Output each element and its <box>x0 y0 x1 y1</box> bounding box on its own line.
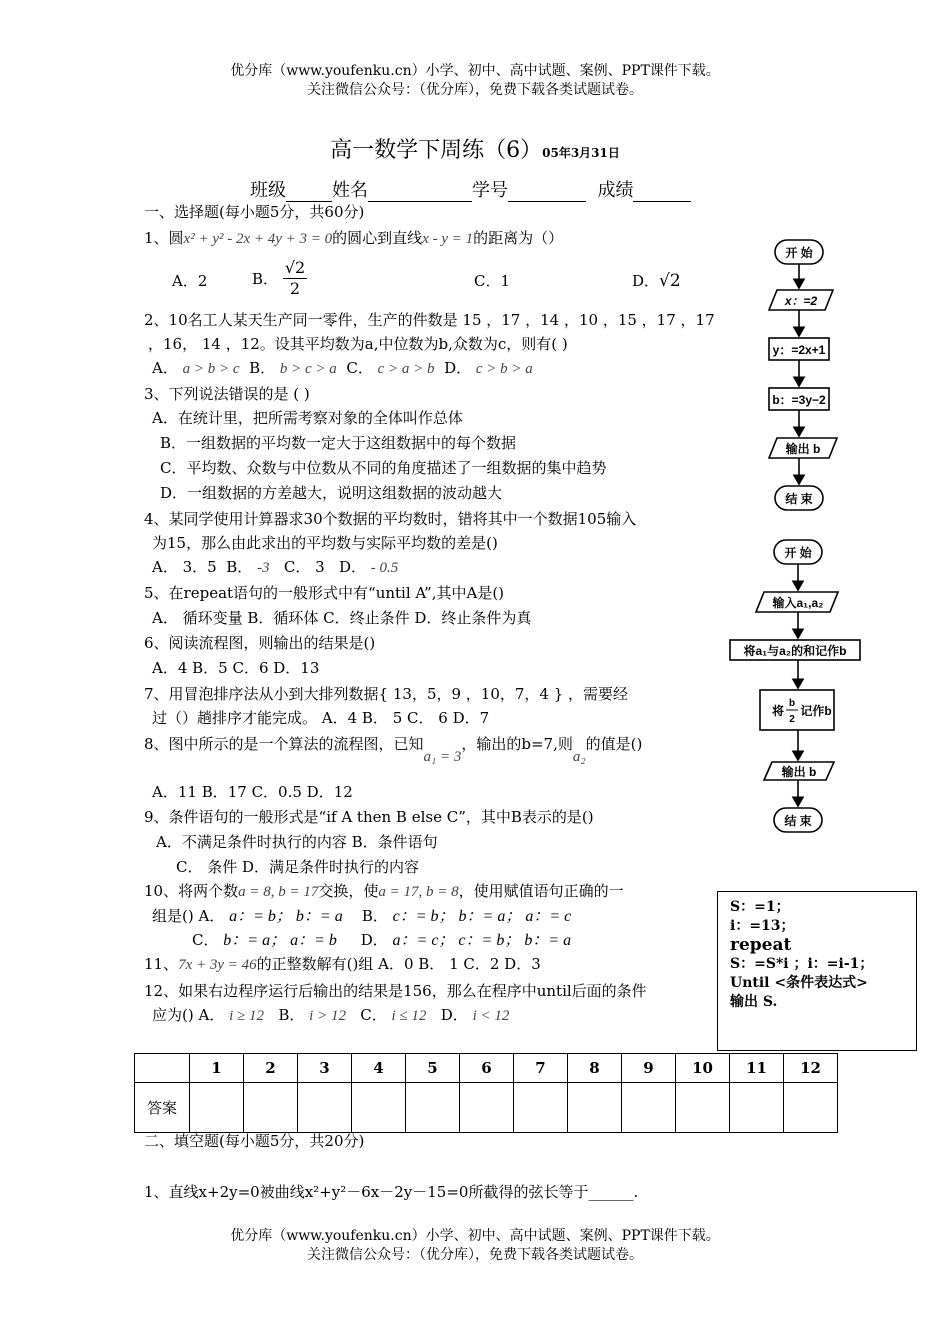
name-label: 姓名 <box>332 180 368 201</box>
flow2-end-text: 结 束 <box>784 814 812 828</box>
q2-c-val: c > a > b <box>377 361 435 377</box>
q8-a2: a₂ <box>572 749 586 765</box>
q8-stem <box>144 733 643 765</box>
q8-mid: ，输出的b=7,则 <box>461 735 573 753</box>
q10-line-2 <box>152 905 571 928</box>
q12-a: A． <box>198 1006 225 1024</box>
q4-a: A． 3．5 <box>152 558 217 576</box>
q10-c: C． <box>192 931 219 949</box>
q10-prefix: 10、将两个数 <box>144 882 239 900</box>
q2-line-1: 2、10名工人某天生产同一零件，生产的件数是 15 ，17 ，14 ，10 ，15 ，17 ，17 <box>144 311 715 329</box>
q11-prefix: 11、 <box>144 955 179 973</box>
q1-d-val: √2 <box>659 271 681 291</box>
q12-b-val: i > 12 <box>309 1008 346 1024</box>
q11-suffix: 的正整数解有()组 A．0 B． 1 C．2 D．3 <box>256 955 541 973</box>
q5-stem: 5、在repeat语句的一般形式中有“until A”,其中A是() <box>144 584 505 602</box>
q1-prefix: 1、圆 <box>144 229 184 247</box>
footer-line-1: 优分库（www.youfenku.cn）小学、初中、高中试题、案例、PPT课件下载。 <box>230 1228 720 1244</box>
answer-col-12: 12 <box>784 1054 838 1083</box>
answer-col-4: 4 <box>352 1054 406 1083</box>
q1-mid: 的圆心到直线 <box>332 229 423 247</box>
program-line-5: Until <条件表达式> <box>730 975 868 991</box>
q10-d: D． <box>360 931 388 949</box>
q3-stem: 3、下列说法错误的是 ( ) <box>144 385 310 403</box>
answer-col-1: 1 <box>190 1054 244 1083</box>
q12-d: D． <box>440 1006 468 1024</box>
q1-b-den: 2 <box>289 279 301 298</box>
q4-d: D． <box>338 558 367 576</box>
answer-cell-4[interactable] <box>352 1083 406 1133</box>
flow1-step2-text: y：=2x+1 <box>772 343 826 357</box>
answer-cell-12[interactable] <box>784 1083 838 1133</box>
q3-option-a: A．在统计里，把所需考察对象的全体叫作总体 <box>152 409 463 427</box>
flow2-step2-num: b <box>788 698 796 709</box>
flow2-output-text: 输出 b <box>781 765 817 779</box>
answer-table <box>134 1053 838 1133</box>
q10-line-3 <box>192 929 571 952</box>
answer-cell-11[interactable] <box>730 1083 784 1133</box>
flow2-step2-pre: 将 <box>771 704 785 718</box>
q2-b-val: b > c > a <box>279 361 337 377</box>
flow2-step1-text: 将a₁与a₂的和记作b <box>743 644 847 658</box>
score-blank[interactable] <box>633 184 691 202</box>
q6-stem: 6、阅读流程图，则输出的结果是() <box>144 634 376 652</box>
header-line-1: 优分库（www.youfenku.cn）小学、初中、高中试题、案例、PPT课件下载。 <box>230 63 720 79</box>
q10-b-val: c：= b； b：= a； a：= c <box>392 908 572 925</box>
q3-option-d: D．一组数据的方差越大，说明这组数据的波动越大 <box>160 484 503 502</box>
answer-col-6: 6 <box>460 1054 514 1083</box>
flow1-end-text: 结 束 <box>785 492 813 506</box>
flow1-step3-text: b：=3y−2 <box>772 393 826 407</box>
program-line-4: S：=S*i ；i：=i-1； <box>730 956 874 972</box>
answer-col-8: 8 <box>568 1054 622 1083</box>
q8-a1: a₁ = 3 <box>423 749 462 765</box>
q4-b: B． <box>226 558 253 576</box>
class-blank[interactable] <box>286 184 332 202</box>
q2-options <box>152 357 533 380</box>
class-label: 班级 <box>250 180 286 201</box>
q1-equation: x² + y² - 2x + 4y + 3 = 0 <box>183 231 333 247</box>
q1-line: x - y = 1 <box>422 231 474 247</box>
q9-stem: 9、条件语句的一般形式是“if A then B else C”，其中B表示的是() <box>144 808 594 826</box>
program-line-3: repeat <box>730 935 792 955</box>
q2-d-val: c > b > a <box>475 361 533 377</box>
flowchart-1 <box>745 232 855 522</box>
answer-table-header <box>135 1054 838 1083</box>
q4-b-val: -3 <box>257 560 270 576</box>
answer-col-3: 3 <box>298 1054 352 1083</box>
q10-a-val: a：= b； b：= a <box>229 908 343 925</box>
q8-prefix: 8、图中所示的是一个算法的流程图，已知 <box>144 735 424 753</box>
title-main: 高一数学下周练（6） <box>330 138 543 163</box>
answer-col-10: 10 <box>676 1054 730 1083</box>
answer-table-corner <box>135 1054 190 1083</box>
q12-a-val: i ≥ 12 <box>229 1008 265 1024</box>
q2-line-2: ，16， 14 ，12。设其平均数为a,中位数为b,众数为c，则有( ) <box>148 335 568 353</box>
flow1-output-text: 输出 b <box>785 442 821 456</box>
q7-line-1: 7、用冒泡排序法从小到大排列数据{ 13，5，9 ，10，7，4 } ，需要经 <box>144 685 629 703</box>
number-blank[interactable] <box>508 184 586 202</box>
question-1 <box>144 227 563 250</box>
q10-c-val: b：= a； a：= b <box>223 932 337 949</box>
q10-line2-text: 组是() <box>152 907 194 925</box>
q11-eq: 7x + 3y = 46 <box>178 957 257 973</box>
q4-options <box>152 556 398 579</box>
q1-option-a: A．2 <box>172 272 208 290</box>
q12-c: C． <box>360 1006 387 1024</box>
answer-cell-9[interactable] <box>622 1083 676 1133</box>
q2-a: A． <box>152 359 178 377</box>
header-line-2: 关注微信公众号：（优分库），免费下载各类试题试卷。 <box>307 82 643 98</box>
q12-d-val: i < 12 <box>472 1008 510 1024</box>
q9-line-3: C． 条件 D．满足条件时执行的内容 <box>176 858 420 876</box>
name-blank[interactable] <box>368 184 472 202</box>
q5-options: A． 循环变量 B．循环体 C．终止条件 D．终止条件为真 <box>152 609 532 627</box>
answer-cell-5[interactable] <box>406 1083 460 1133</box>
section-1-title: 一、选择题(每小题5分，共60分) <box>144 203 365 221</box>
q12-line2-text: 应为() <box>152 1006 194 1024</box>
q4-d-val: - 0.5 <box>370 560 399 576</box>
answer-cell-8[interactable] <box>568 1083 622 1133</box>
q8-options: A．11 B．17 C．0.5 D．12 <box>152 783 353 801</box>
program-box <box>717 891 917 1051</box>
q12-line-1: 12、如果右边程序运行后输出的结果是156，那么在程序中until后面的条件 <box>144 982 647 1000</box>
q10-vals: a = 8, b = 17 <box>238 884 319 900</box>
q4-c: C． 3 <box>283 558 325 576</box>
flow2-step2-den: 2 <box>789 714 795 725</box>
q1-b-fraction <box>283 258 307 299</box>
flow1-step1-text: x：=2 <box>784 294 818 308</box>
q6-options: A．4 B．5 C．6 D．13 <box>152 659 320 677</box>
q2-c: C． <box>346 359 373 377</box>
q10-mid: 交换，使 <box>318 882 379 900</box>
q1-b-label: B． <box>252 270 279 288</box>
number-label: 学号 <box>472 180 508 201</box>
student-info <box>250 176 691 202</box>
q1-d-label: D． <box>632 272 660 290</box>
score-label: 成绩 <box>597 180 634 201</box>
q11 <box>144 953 541 976</box>
q1-b-num: √2 <box>284 258 306 277</box>
answer-col-9: 9 <box>622 1054 676 1083</box>
answer-cell-2[interactable] <box>244 1083 298 1133</box>
answer-col-11: 11 <box>730 1054 784 1083</box>
flowchart-2 <box>720 536 870 836</box>
flow2-start-text: 开 始 <box>784 546 812 560</box>
fill-question-1: 1、直线x+2y=0被曲线x²+y²－6x－2y－15=0所截得的弦长等于______. <box>144 1183 639 1201</box>
section-2-title: 二、填空题(每小题5分，共20分) <box>144 1132 365 1150</box>
q2-a-val: a > b > c <box>182 361 240 377</box>
q3-option-b: B．一组数据的平均数一定大于这组数据中的每个数据 <box>160 434 517 452</box>
q10-a: A． <box>198 907 225 925</box>
footer-line-2: 关注微信公众号：（优分库），免费下载各类试题试卷。 <box>307 1247 643 1263</box>
answer-col-2: 2 <box>244 1054 298 1083</box>
q7-line-2: 过（）趟排序才能完成。 A．4 B． 5 C． 6 D．7 <box>152 709 490 727</box>
q10-d-val: a：= c； c：= b； b：= a <box>392 932 572 949</box>
flow2-step2-post: 记作b <box>800 704 832 718</box>
q1-option-c: C．1 <box>474 272 511 290</box>
q12-c-val: i ≤ 12 <box>391 1008 427 1024</box>
q8-suffix: 的值是() <box>585 735 643 753</box>
answer-cell-10[interactable] <box>676 1083 730 1133</box>
page-title <box>0 133 950 164</box>
q1-suffix: 的距离为（） <box>473 229 564 247</box>
answer-table-row <box>135 1083 838 1133</box>
q12-b: B． <box>278 1006 305 1024</box>
title-date: 05年3月31日 <box>542 146 620 160</box>
q4-line-2: 为15，那么由此求出的平均数与实际平均数的差是() <box>152 534 498 552</box>
q4-line-1: 4、某同学使用计算器求30个数据的平均数时，错将其中一个数据105输入 <box>144 510 637 528</box>
answer-cell-6[interactable] <box>460 1083 514 1133</box>
q2-d: D． <box>444 359 472 377</box>
q2-b: B． <box>249 359 276 377</box>
q10-target: a = 17, b = 8 <box>378 884 459 900</box>
q12-line-2 <box>152 1004 509 1027</box>
q10-stem <box>144 880 624 903</box>
answer-col-7: 7 <box>514 1054 568 1083</box>
q10-suffix: ，使用赋值语句正确的一 <box>458 882 624 900</box>
program-line-2: i：=13； <box>730 918 795 934</box>
q1-option-b <box>252 258 307 299</box>
program-line-6: 输出 S. <box>730 994 778 1010</box>
answer-cell-3[interactable] <box>298 1083 352 1133</box>
answer-row-label: 答案 <box>135 1083 190 1133</box>
flow2-input-text: 输入a₁,a₂ <box>772 596 824 610</box>
flow1-start-text: 开 始 <box>785 246 813 260</box>
q9-line-2: A．不满足条件时执行的内容 B．条件语句 <box>156 833 438 851</box>
answer-cell-1[interactable] <box>190 1083 244 1133</box>
answer-col-5: 5 <box>406 1054 460 1083</box>
q1-option-d <box>632 270 681 291</box>
answer-cell-7[interactable] <box>514 1083 568 1133</box>
q10-b: B． <box>361 907 388 925</box>
q3-option-c: C．平均数、众数与中位数从不同的角度描述了一组数据的集中趋势 <box>160 459 607 477</box>
program-line-1: S：=1； <box>730 899 790 915</box>
